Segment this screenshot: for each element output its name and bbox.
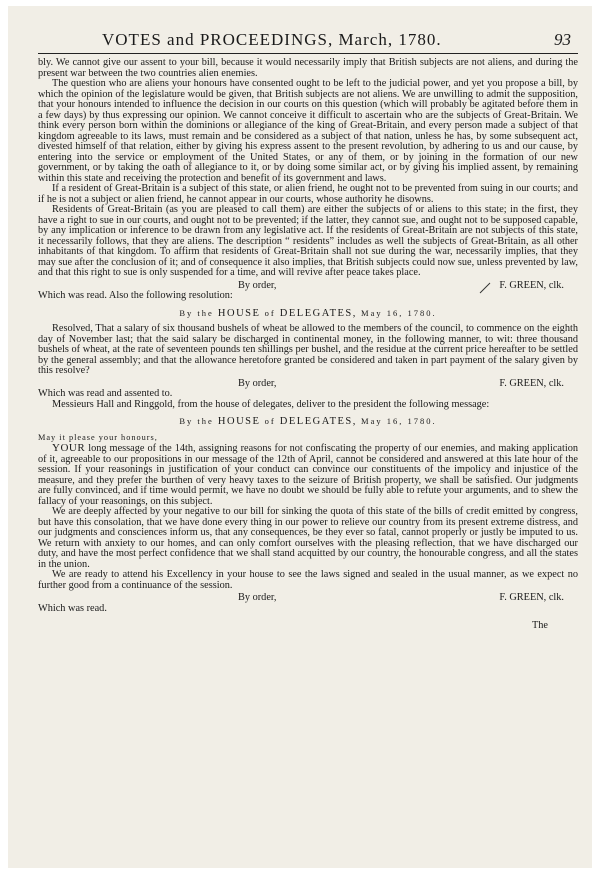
catchword: The bbox=[531, 620, 548, 631]
message-paragraph: We are ready to attend his Excellency in your house to see the laws signed and sealed in the usual manner, as we expect no further good from a continuance of the session. bbox=[38, 569, 578, 591]
paragraph-residents-great-britain: Residents of Great-Britain (as you are pleased to call them) are either the subjects of or aliens to this state; in the first, they have a right to sue in our courts, and ought not to be prevented; if the latter, they cannot sue, and ought not to be supposed capable, by any implication or inference to be drawn from any legislative act. If the residents of Great-Britain are not subjects of this state, it necessarily follows, that they are aliens. The description “ residents” includes as well the subjects of Great-Britain, as all other inhabitants of that kingdom. To affirm that residents of Great-Britain shall not sue during the war, necessarily implies, that they may sue after the conclusion of it; and of consequence it also implies, that British subjects could now sue, unless prevented by law, and that this right to sue is only suspended for a time, and will revive after peace takes place. bbox=[38, 204, 578, 278]
messengers-note: Messieurs Hall and Ringgold, from the house of delegates, deliver to the president the following message: bbox=[52, 398, 490, 410]
section-heading: By the HOUSE of DELEGATES, May 16, 1780. bbox=[179, 307, 437, 319]
by-order: By order, bbox=[238, 592, 277, 603]
signature-block bbox=[38, 593, 578, 604]
message-paragraph: We are deeply affected by your negative to our bill for sinking the quota of this state of the bills of credit emitted by congress, but have this consolation, that we have done every thing in our power to relieve our country from its present extreme distress, and our judgments and consciences inform us, that any consequences, be they ever so fatal, cannot properly or justly be imputed to us. We return with anxiety to our homes, and can only comfort ourselves with the pleasing reflection, that we have discharged our duty, and have the most perfect confidence that we shall stand acquitted by our country, the honourable congress, and all the states in the union. bbox=[38, 506, 578, 570]
page-footer bbox=[8, 618, 578, 632]
document-page bbox=[8, 6, 592, 868]
salutation: May it please your honours, bbox=[38, 432, 158, 442]
read-note: Which was read and assented to. bbox=[38, 388, 173, 399]
by-order: By order, bbox=[238, 377, 277, 389]
paragraph-resident-subject: If a resident of Great-Britain is a subject of this state, or alien friend, he ought not to be prevented from suing in our courts; and if he is not a subject or alien friend, he cannot appear in our courts, whose authority he disowns. bbox=[38, 183, 578, 205]
lead-word: YOUR bbox=[52, 442, 86, 454]
read-note: Which was read. bbox=[38, 602, 107, 614]
document-body bbox=[38, 58, 578, 614]
section-heading: By the HOUSE of DELEGATES, May 16, 1780. bbox=[179, 416, 437, 427]
margin-tick-mark bbox=[478, 281, 492, 295]
paragraph-aliens-question: The question who are aliens your honours have consented ought to be left to the judicial power, and yet you propose a bill, by which the opinion of the legislature would be given, that British subjects are not aliens. We are unwilling to admit the supposition, that your honours intended to influence the decision in our courts on this question (which will probably be agitated before them in a few days) by thus expressing our opinion. We cannot conceive it difficult to ascertain who are the subjects of Great-Britain. We think every person born within the dominions or allegiance of the king of Great-Britain, and every person made a subject of that kingdom agreeable to its laws, must remain and be considered as a subject of that nation, unless he has, by some subsequent act, divested himself of that relation, either by giving his express assent to the present revolution, by adhering to us and our cause, by entering into the service or employment of the United States, or any of them, or by joining in the formation of our new government, or by taking the oath of allegiance to it, or by doing some similar act, or by giving his implied assent, by remaining within this state and receiving the protection and benefit of its government and laws. bbox=[38, 78, 578, 184]
clerk-name: F. GREEN, clk. bbox=[499, 279, 564, 291]
page-header bbox=[8, 30, 582, 52]
by-order: By order, bbox=[238, 279, 277, 291]
read-note: Which was read. Also the following resolution: bbox=[38, 290, 233, 301]
paragraph-continuation: bly. We cannot give our assent to your bill, because it would necessarily imply that British subjects are not aliens, and during the present war between the two countries alien enemies. bbox=[38, 57, 578, 79]
running-title: VOTES and PROCEEDINGS, March, 1780. bbox=[102, 30, 442, 49]
message-paragraph: YOUR long message of the 14th, assigning reasons for not confiscating the property of our enemies, and making application of it, agreeable to our propositions in our message of the 12th of April, cannot be considered and answered at this late hour of the session. If your reasonings in justification of your conduct can convince our constituents of the impolicy and injustice of the measure, and they prefer the burthen of very heavy taxes to the seizure of British property, we shall be satisfied. Our judgments are fully convinced, and if time would permit, we have no doubt we should be fully able to refute your arguments, and to shew the fallacy of your reasonings, on this subject. bbox=[38, 442, 578, 507]
clerk-name: F. GREEN, clk. bbox=[499, 592, 564, 603]
clerk-name: F. GREEN, clk. bbox=[499, 377, 564, 389]
header-rule bbox=[38, 53, 578, 54]
resolution-text: Resolved, That a salary of six thousand bushels of wheat be allowed to the members of the council, to commence on the eighth day of November last; that the said salary be discharged in continental money, in the following manner, to wit: three thousand bushels of wheat, at the rate of seventeen pounds ten shillings per bushel, and the residue at the current price hereafter to be settled by the general assembly; and that the allowance heretofore granted be considered and taken in part payment of the salary given by this resolve? bbox=[38, 323, 578, 376]
page-number: 93 bbox=[554, 30, 571, 49]
